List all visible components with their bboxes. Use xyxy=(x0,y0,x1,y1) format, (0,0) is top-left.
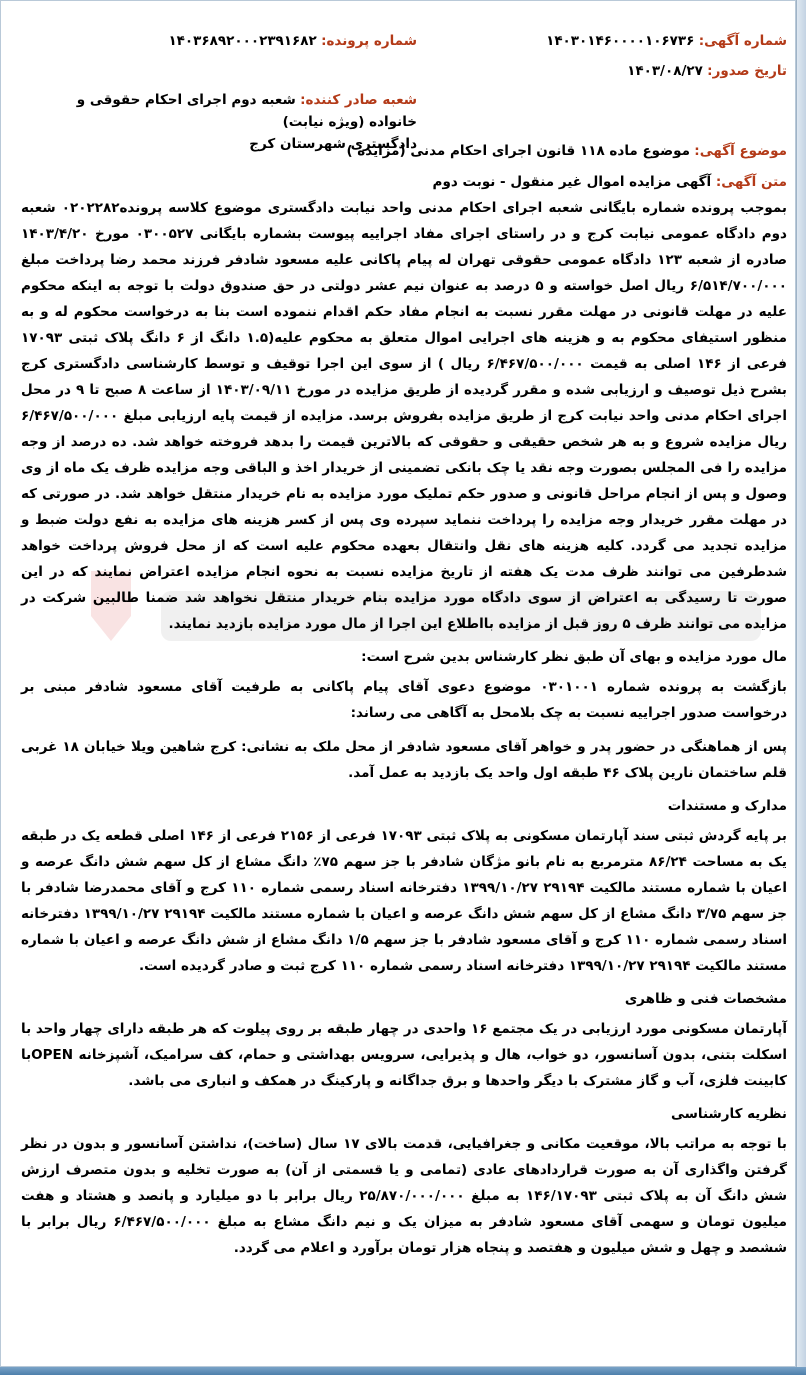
notice-number: شماره آگهی: ۱۴۰۳۰۱۴۶۰۰۰۰۱۰۶۷۳۶ xyxy=(546,33,787,49)
opinion-paragraph: با توجه به مراتب بالا، موقعیت مکانی و جغرافیایی، قدمت بالای ۱۷ سال (ساخت)، نداشتن آسانسور و بدون در نظر گرفتن واگذاری آن به صورت قراردادهای عادی (تمامی و یا قسمتی از آن) به صورت تخلیه و بدون متصرف ارزش شش دانگ آن به پلاک ثبتی ۱۴۶/۱۷۰۹۳ به مبلغ ۲۵/۸۷۰/۰۰۰/۰۰۰ ریال برابر با دو میلیارد و پانصد و هشتاد و هفت میلیون تومان و سهمی آقای مسعود شادفر به میزان یک و نیم دانگ مشاع به مبلغ ۶/۴۶۷/۵۰۰/۰۰۰ ریال برابر با ششصد و چهل و شش میلیون و هفتصد و پنجاه هزار تومان برآورد و اعلام می گردد. xyxy=(21,1136,787,1256)
subject-line: موضوع آگهی: موضوع ماده ۱۱۸ قانون اجرای احکام مدنی (مزایده ) xyxy=(346,143,787,159)
property-paragraph: بازگشت به پرونده شماره ۰۳۰۱۰۰۱ موضوع دعوی آقای پیام پاکانی به طرفیت آقای مسعود شادفر مبنی بر درخواست صدور اجراییه نسبت به چک بلامحل به آگاهی می رساند: xyxy=(21,679,787,721)
property-title: مال مورد مزایده و بهای آن طبق نظر کارشناس بدین شرح است: xyxy=(361,649,787,665)
issuer: شعبه صادر کننده: شعبه دوم اجرای احکام حقوقی و خانواده (ویژه نیابت) دادگستری شهرستان کرج xyxy=(76,92,417,152)
specs-paragraph: آپارتمان مسکونی مورد ارزیابی در یک مجتمع ۱۶ واحدی در چهار طبقه بر روی پیلوت که هر طبقه دارای چهار واحد با اسکلت بتنی، بدون آسانسور، دو خواب، هال و پذیرایی، سرویس بهداشتی و حمام، کف سرامیک، آشپزخانه OPENبا کابینت فلزی، آب و گاز مشترک با دیگر واحدها و برق جداگانه و پارکینگ در همکف و انباری می باشد. xyxy=(21,1021,787,1089)
opinion-title: نظریه کارشناسی xyxy=(670,1106,787,1122)
specs-title: مشخصات فنی و ظاهری xyxy=(624,991,787,1007)
visit-paragraph: پس از هماهنگی در حضور پدر و خواهر آقای مسعود شادفر از محل ملک به نشانی: کرج شاهین ویلا خیابان ۱۸ غربی قلم ساختمان نارین پلاک ۴۶ طبقه اول واحد یک بازدید به عمل آمد. xyxy=(21,739,787,781)
header-row-2 xyxy=(21,59,787,89)
scrollbar[interactable] xyxy=(796,0,806,1375)
documents-paragraph: بر پایه گردش ثبتی سند آپارتمان مسکونی به پلاک ثبتی ۱۷۰۹۳ فرعی از ۲۱۵۶ فرعی از ۱۴۶ اصلی قطعه یک در طبقه یک به مساحت ۸۶/۲۴ مترمربع به نام بانو مژگان شادفر با جز سهم ۷۵٪ دانگ مشاع از کل سهم شش دانگ عرصه و اعیان با شماره مستند مالکیت ۲۹۱۹۴ ۱۳۹۹/۱۰/۲۷ دفترخانه اسناد رسمی شماره ۱۱۰ کرج و آقای محمدرضا شادفر با جز سهم ۳/۷۵ دانگ مشاع از کل سهم شش دانگ عرصه و اعیان با شماره مستند مالکیت ۲۹۱۹۴ ۱۳۹۹/۱۰/۲۷ دفترخانه اسناد رسمی شماره ۱۱۰ کرج و آقای مسعود شادفر با جز سهم ۱/۵ دانگ مشاع از شش دانگ عرصه و اعیان با شماره مستند مالکیت ۲۹۱۹۴ ۱۳۹۹/۱۰/۲۷ دفترخانه اسناد رسمی شماره ۱۱۰ کرج ثبت و صادر گردیده است. xyxy=(21,828,788,974)
case-number: شماره پرونده: ۱۴۰۳۶۸۹۲۰۰۰۲۳۹۱۶۸۲ xyxy=(168,33,417,49)
issue-date: تاریخ صدور: ۱۴۰۳/۰۸/۲۷ xyxy=(627,63,787,79)
header-row-1 xyxy=(21,29,787,59)
body-title-line: متن آگهی: آگهی مزایده اموال غیر منقول - نوبت دوم xyxy=(432,174,787,190)
documents-title: مدارک و مستندات xyxy=(667,798,787,814)
main-paragraph: بموجب پرونده شماره بایگانی شعبه اجرای احکام مدنی واحد نیابت دادگستری موضوع کلاسه پرونده۰۲۰۲۲۸۲ شعبه دوم دادگاه عمومی نیابت کرج و در راستای اجرای مفاد اجراییه پیوست بشماره بایگانی ۰۳۰۰۵۲۷ مورخ ۱۴۰۳/۴/۲۰ صادره از شعبه ۱۲۳ دادگاه عمومی حقوقی تهران له پیام پاکانی علیه مسعود شادفر فرزند محمد رضا پرداخت مبلغ ۶/۵۱۴/۷۰۰/۰۰۰ ریال اصل خواسته و ۵ درصد به عنوان نیم عشر دولتی در حق صندوق دولت با توجه به اینکه محکوم علیه در مهلت قانونی در مهلت مقرر نسبت به انجام مفاد حکم اقدام ننموده است بنا به درخواست محکوم له و به منظور استیفای محکوم به و هزینه های اجرایی اموال متعلق به محکوم علیه(۱.۵ دانگ از ۶ دانگ پلاک ثبتی ۱۷۰۹۳ فرعی از ۱۴۶ اصلی به قیمت ۶/۴۶۷/۵۰۰/۰۰۰ ریال ) از سوی این اجرا توقیف و توسط کارشناسی دادگستری کرج بشرح ذیل توصیف و ارزیابی شده و مقرر گردیده از طریق مزایده در مورخ ۱۴۰۳/۰۹/۱۱ از ساعت ۸ صبح تا ۹ در محل اجرای احکام مدنی واحد نیابت کرج از طریق مزایده بفروش برسد. مزایده از قیمت پایه ارزیابی مبلغ ۶/۴۶۷/۵۰۰/۰۰۰ ریال مزایده شروع و به هر شخص حقیقی و حقوقی که بالاترین قیمت را بدهد فروخته خواهد شد. ده درصد از وجه مزایده را فی المجلس بصورت وجه نقد یا چک بانکی تضمینی از خریدار اخذ و الباقی وجه مزایده ظرف یک ماه از وی وصول و پس از انجام مراحل قانونی و صدور حکم تملیک مورد مزایده به نام خریدار منتقل خواهد شد. در صورتی که در مهلت مقرر خریدار وجه مزایده را پرداخت ننماید سپرده وی پس از کسر هزینه های مزایده به نفع دولت ضبط و مزایده تجدید می گردد. کلیه هزینه های نقل وانتقال بعهده محکوم علیه است که از محل فروش پرداخت خواهد شدطرفین می توانند ظرف مدت یک هفته از تاریخ مزایده نسبت به نحوه انجام مزایده اعتراض نمایند که در این صورت تا رسیدگی به اعتراض از سوی دادگاه مورد مزایده بنام خریدار منتقل نخواهد شد ضمنا طالبین شرکت در مزایده می توانند ظرف ۵ روز قبل از مزایده بااطلاع این اجرا از مال مورد مزایده بازدید نمایند. xyxy=(21,200,788,632)
bottom-border xyxy=(0,1367,806,1375)
